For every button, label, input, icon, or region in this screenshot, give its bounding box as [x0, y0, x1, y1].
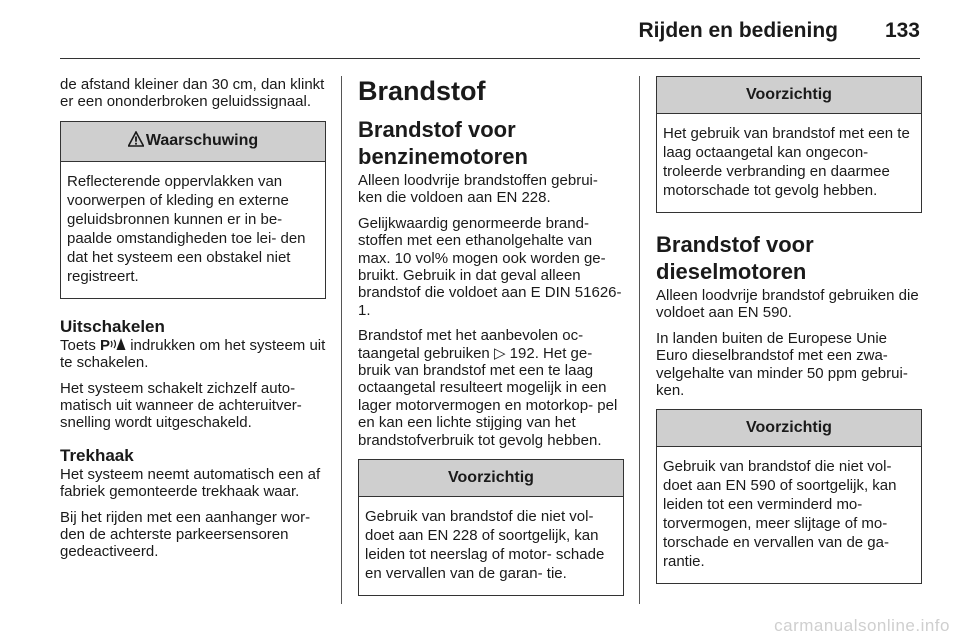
diesel-paragraph-1: Alleen loodvrije brandstof gebruiken die voldoet aan EN 590. [656, 287, 919, 322]
column-middle [358, 76, 624, 614]
column-right [656, 76, 922, 602]
header-rule [60, 58, 920, 59]
intro-paragraph: de afstand kleiner dan 30 cm, dan klinkt er een ononderbroken geluidssignaal. [60, 76, 325, 111]
heading-trekhaak: Trekhaak [60, 445, 134, 465]
petrol-paragraph-3: Brandstof met het aanbevolen oc- taangetal gebruiken ▷ 192. Het ge- bruik van brandstof met een te laag octaangetal resulteert mogelijk in een lager motorvermogen en motorkop- pel en kan een lichte stijging van het brandstofverbruik tot gevolg hebben. [358, 327, 618, 449]
page-reference-arrow-icon: ▷ [493, 344, 506, 362]
uitschakelen-paragraph-2: Het systeem schakelt zichzelf auto- matisch uit wanneer de achteruitver- snelling wordt uitgeschakeld. [60, 379, 302, 432]
uitschakelen-paragraph-1: Toets P indrukken om het systeem uit te schakelen. [60, 336, 326, 372]
column-divider [639, 76, 640, 604]
page-header [60, 0, 920, 60]
diesel-paragraph-2: In landen buiten de Europese Unie Euro dieselbrandstof met een zwa- velgehalte van minder 50 ppm gebrui- ken. [656, 329, 908, 400]
park-assist-symbol-icon: P [100, 337, 126, 354]
subsection-title-petrol: Brandstof voor benzinemotoren [358, 117, 528, 169]
warning-box-header [61, 122, 325, 162]
column-left [60, 76, 326, 569]
watermark: carmanualsonline.info [774, 616, 950, 635]
section-title: Brandstof [358, 76, 486, 106]
caution-box-text: Gebruik van brandstof die niet vol- doet aan EN 228 of soortgelijk, kan leiden tot neerslag of motor- schade en vervallen van de garan- tie. [365, 508, 605, 583]
trekhaak-paragraph-1: Het systeem neemt automatisch een af fabriek gemonteerde trekhaak waar. [60, 465, 321, 501]
warning-box [60, 121, 326, 299]
trekhaak-paragraph-2: Bij het rijden met een aanhanger wor- den de achterste parkeersensoren gedeactiveerd. [60, 508, 311, 561]
subsection-title-diesel: Brandstof voor dieselmotoren [656, 232, 814, 284]
page-reference[interactable]: 192 [509, 344, 535, 362]
page-title: Rijden en bediening [638, 19, 838, 42]
warning-triangle-icon [128, 131, 144, 152]
petrol-paragraph-2: Gelijkwaardig genormeerde brand- stoffen met een ethanolgehalte van max. 10 vol% mogen ook worden ge- bruikt. Gebruik in dat geval alleen brandstof die voldoet aan E DIN 51626-1. [358, 214, 622, 319]
warning-box-title: Waarschuwing [145, 131, 259, 149]
caution-box-octane [656, 76, 922, 213]
caution-box-text: Gebruik van brandstof die niet vol- doet aan EN 590 of soortgelijk, kan leiden tot een verminderd mo- torvermogen, meer slijtage of mo- torschade en vervallen van de ga- rantie. [663, 458, 897, 571]
caution-box-header: Voorzichtig [657, 410, 921, 447]
warning-box-text: Reflecterende oppervlakken van voorwerpen of kleding en externe geluidsbronnen kunnen er in be- paalde omstandigheden toe lei- den dat het systeem een obstakel niet registreert. [67, 172, 306, 285]
page-number: 133 [884, 19, 920, 42]
petrol-paragraph-1: Alleen loodvrije brandstoffen gebrui- ken die voldoen aan EN 228. [358, 172, 598, 207]
caution-box-diesel [656, 409, 922, 584]
caution-box-header: Voorzichtig [657, 77, 921, 114]
caution-box-header: Voorzichtig [359, 460, 623, 497]
heading-uitschakelen: Uitschakelen [60, 316, 165, 336]
caution-box-petrol [358, 459, 624, 596]
column-divider [341, 76, 342, 604]
caution-box-text: Het gebruik van brandstof met een te laag octaangetal kan ongecon- troleerde verbranding en daarmee motorschade tot gevolg hebben. [663, 125, 910, 199]
